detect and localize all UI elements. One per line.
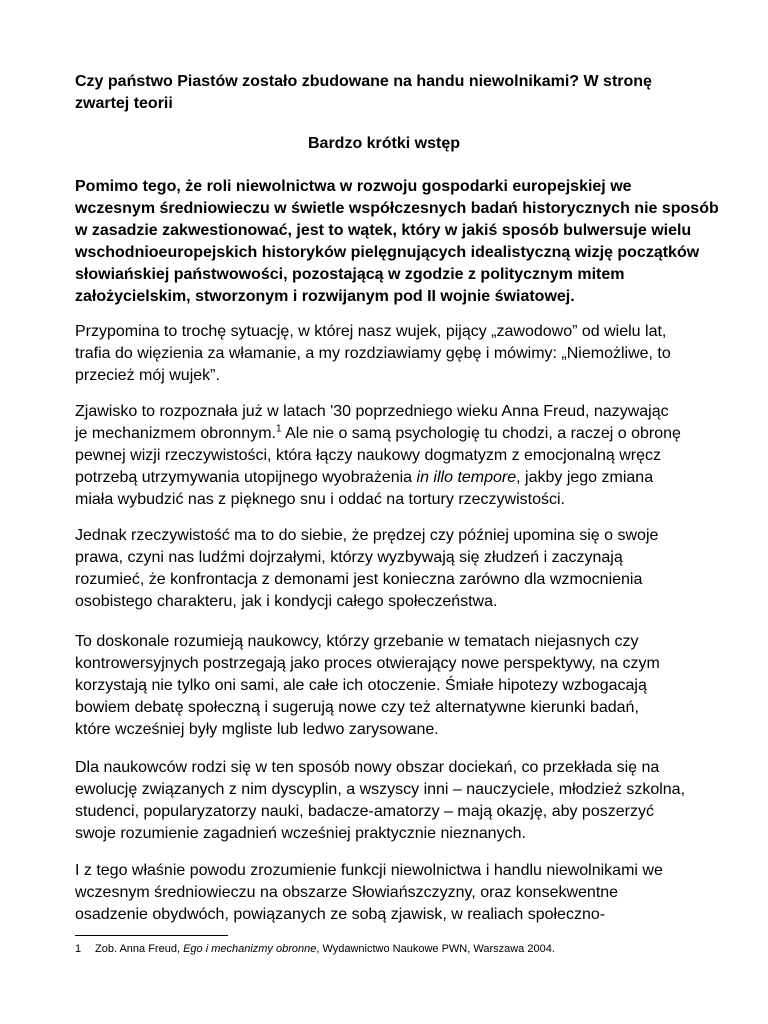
paragraph (75, 401, 700, 511)
text-line: wczesnym średniowieczu na obszarze Słowiańszczyzny, oraz konsekwentne (75, 884, 619, 901)
title-line: zwartej teorii (75, 95, 173, 112)
paragraph (75, 757, 700, 845)
text-line (75, 467, 700, 489)
text-run: Ale nie o samą psychologię tu chodzi, a raczej o obronę (281, 425, 681, 442)
footnote-text: , Wydawnictwo Naukowe PWN, Warszawa 2004. (316, 943, 555, 955)
text-line (75, 423, 700, 445)
text-line: Jednak rzeczywistość ma to do siebie, że prędzej czy później upomina się o swoje (75, 527, 659, 544)
text-line: które wcześniej były mgliste lub ledwo zarysowane. (75, 721, 439, 738)
footnote-separator (75, 935, 228, 936)
footnote-text: Zob. Anna Freud, (95, 943, 184, 955)
italic-phrase: in illo tempore (416, 469, 517, 486)
text-run: je mechanizmem obronnym. (75, 425, 276, 442)
text-line: osobistego charakteru, jak i kondycji całego społeczeństwa. (75, 593, 498, 610)
text-line: I z tego właśnie powodu zrozumienie funkcji niewolnictwa i handlu niewolnikami we (75, 862, 663, 879)
footnote (75, 942, 555, 956)
text-line: swoje rozumienie zagadnień wcześniej praktycznie nieznanych. (75, 825, 526, 842)
footnote-number: 1 (75, 943, 82, 955)
title-line: Czy państwo Piastów zostało zbudowane na handu niewolnikami? W stronę (75, 73, 652, 90)
paragraph (75, 860, 700, 926)
paragraph (75, 525, 700, 613)
text-line: studenci, popularyzatorzy nauki, badacze-amatorzy – mają okazję, aby poszerzyć (75, 803, 654, 820)
paragraph-intro-bold (75, 176, 719, 308)
text-line: Przypomina to trochę sytuację, w której nasz wujek, pijący „zawodowo” od wielu lat, (75, 323, 667, 340)
text-run: potrzebą utrzymywania utopijnego wyobrażenia (75, 469, 417, 486)
section-heading: Bardzo krótki wstęp (307, 135, 461, 152)
paragraph (75, 321, 700, 387)
text-line: Pomimo tego, że roli niewolnictwa w rozwoju gospodarki europejskiej we (75, 178, 632, 195)
text-line: przecież mój wujek”. (75, 367, 220, 384)
text-run: , jakby jego zmiana (516, 469, 654, 486)
text-line: rozumieć, że konfrontacja z demonami jest konieczna zarówno dla wzmocnienia (75, 571, 643, 588)
text-line: Zjawisko to rozpoznała już w latach '30 poprzedniego wieku Anna Freud, nazywając (75, 403, 669, 420)
text-line: bowiem debatę społeczną i sugerują nowe czy też alternatywne kierunki badań, (75, 699, 639, 716)
text-line: Dla naukowców rodzi się w ten sposób nowy obszar dociekań, co przekłada się na (75, 759, 660, 776)
text-line: założycielskim, stworzonym i rozwijanym pod II wojnie światowej. (75, 288, 575, 305)
text-line: ewolucję związanych z nim dyscyplin, a wszyscy inni – nauczyciele, młodzież szkolna, (75, 781, 686, 798)
footnote-book-title: Ego i mechanizmy obronne (183, 943, 317, 955)
text-line: w zasadzie zakwestionować, jest to wątek, który w jakiś sposób bulwersuje wielu (75, 222, 692, 239)
paragraph (75, 631, 700, 741)
text-line: słowiańskiej państwowości, pozostającą w zgodzie z politycznym mitem (75, 266, 625, 283)
footnote-reference[interactable]: 1 (275, 423, 282, 435)
text-line: trafia do więzienia za włamanie, a my rozdziawiamy gębę i mówimy: „Niemożliwe, to (75, 345, 671, 362)
text-line: To doskonale rozumieją naukowcy, którzy grzebanie w tematach niejasnych czy (75, 633, 639, 650)
text-line: pewnej wizji rzeczywistości, która łączy naukowy dogmatyzm z emocjonalną wręcz (75, 447, 661, 464)
text-line: korzystają nie tylko oni sami, ale całe ich otoczenie. Śmiałe hipotezy wzbogacają (75, 677, 647, 694)
text-line: prawa, czyni nas ludźmi dojrzałymi, którzy wyzbywają się złudzeń i zaczynają (75, 549, 623, 566)
document-title (75, 71, 700, 115)
text-line: wschodnioeuropejskich historyków pielęgnujących idealistyczną wizję początków (75, 244, 700, 261)
text-line: wczesnym średniowieczu w świetle współczesnych badań historycznych nie sposób (75, 200, 719, 217)
text-line: osadzenie obydwóch, powiązanych ze sobą zjawisk, w realiach społeczno- (75, 906, 606, 923)
text-line: miała wybudzić nas z pięknego snu i oddać na tortury rzeczywistości. (75, 491, 565, 508)
text-line: kontrowersyjnych postrzegają jako proces otwierający nowe perspektywy, na czym (75, 655, 660, 672)
